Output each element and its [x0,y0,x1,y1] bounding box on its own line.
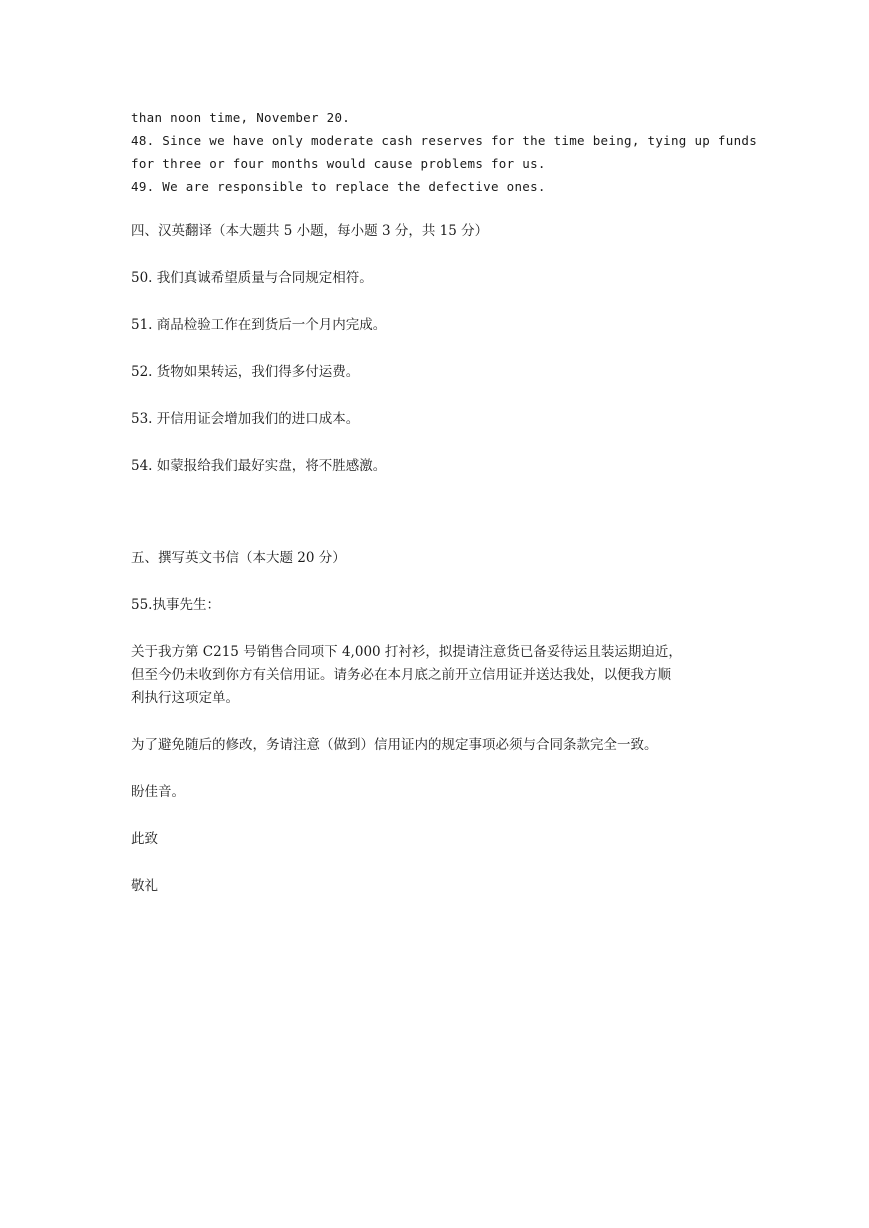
part3-continuation-line: than noon time, November 20. [131,110,351,125]
letter-closing-1: 盼佳音。 [131,784,185,800]
item-50: 50. 我们真诚希望质量与合同规定相符。 [131,270,373,286]
letter-paragraph-1-line-1: 关于我方第 C215 号销售合同项下 4,000 打衬衫，拟提请注意货已备妥待运且装运期迫近， [131,644,682,660]
letter-paragraph-1-line-2: 但至今仍未收到你方有关信用证。请务必在本月底之前开立信用证并送达我处，以便我方顺 [131,667,671,683]
item-52: 52. 货物如果转运，我们得多付运费。 [131,364,360,380]
item-53: 53. 开信用证会增加我们的进口成本。 [131,411,360,427]
item-48-line-1: 48. Since we have only moderate cash reserves for the time being, tying up funds [131,133,758,148]
letter-closing-3: 敬礼 [131,878,158,894]
item-49: 49. We are responsible to replace the defective ones. [131,179,546,194]
document-page [131,106,758,898]
letter-paragraph-1-line-3: 利执行这项定单。 [131,690,239,706]
section-4-heading: 四、汉英翻译（本大题共 5 小题，每小题 3 分，共 15 分） [131,223,489,239]
item-48-line-2: for three or four months would cause problems for us. [131,156,546,171]
letter-closing-2: 此致 [131,831,158,847]
item-54: 54. 如蒙报给我们最好实盘，将不胜感激。 [131,458,387,474]
letter-paragraph-2: 为了避免随后的修改，务请注意（做到）信用证内的规定事项必须与合同条款完全一致。 [131,737,658,753]
letter-salutation: 55.执事先生： [131,597,220,613]
section-5-heading: 五、撰写英文书信（本大题 20 分） [131,550,346,566]
item-51: 51. 商品检验工作在到货后一个月内完成。 [131,317,387,333]
